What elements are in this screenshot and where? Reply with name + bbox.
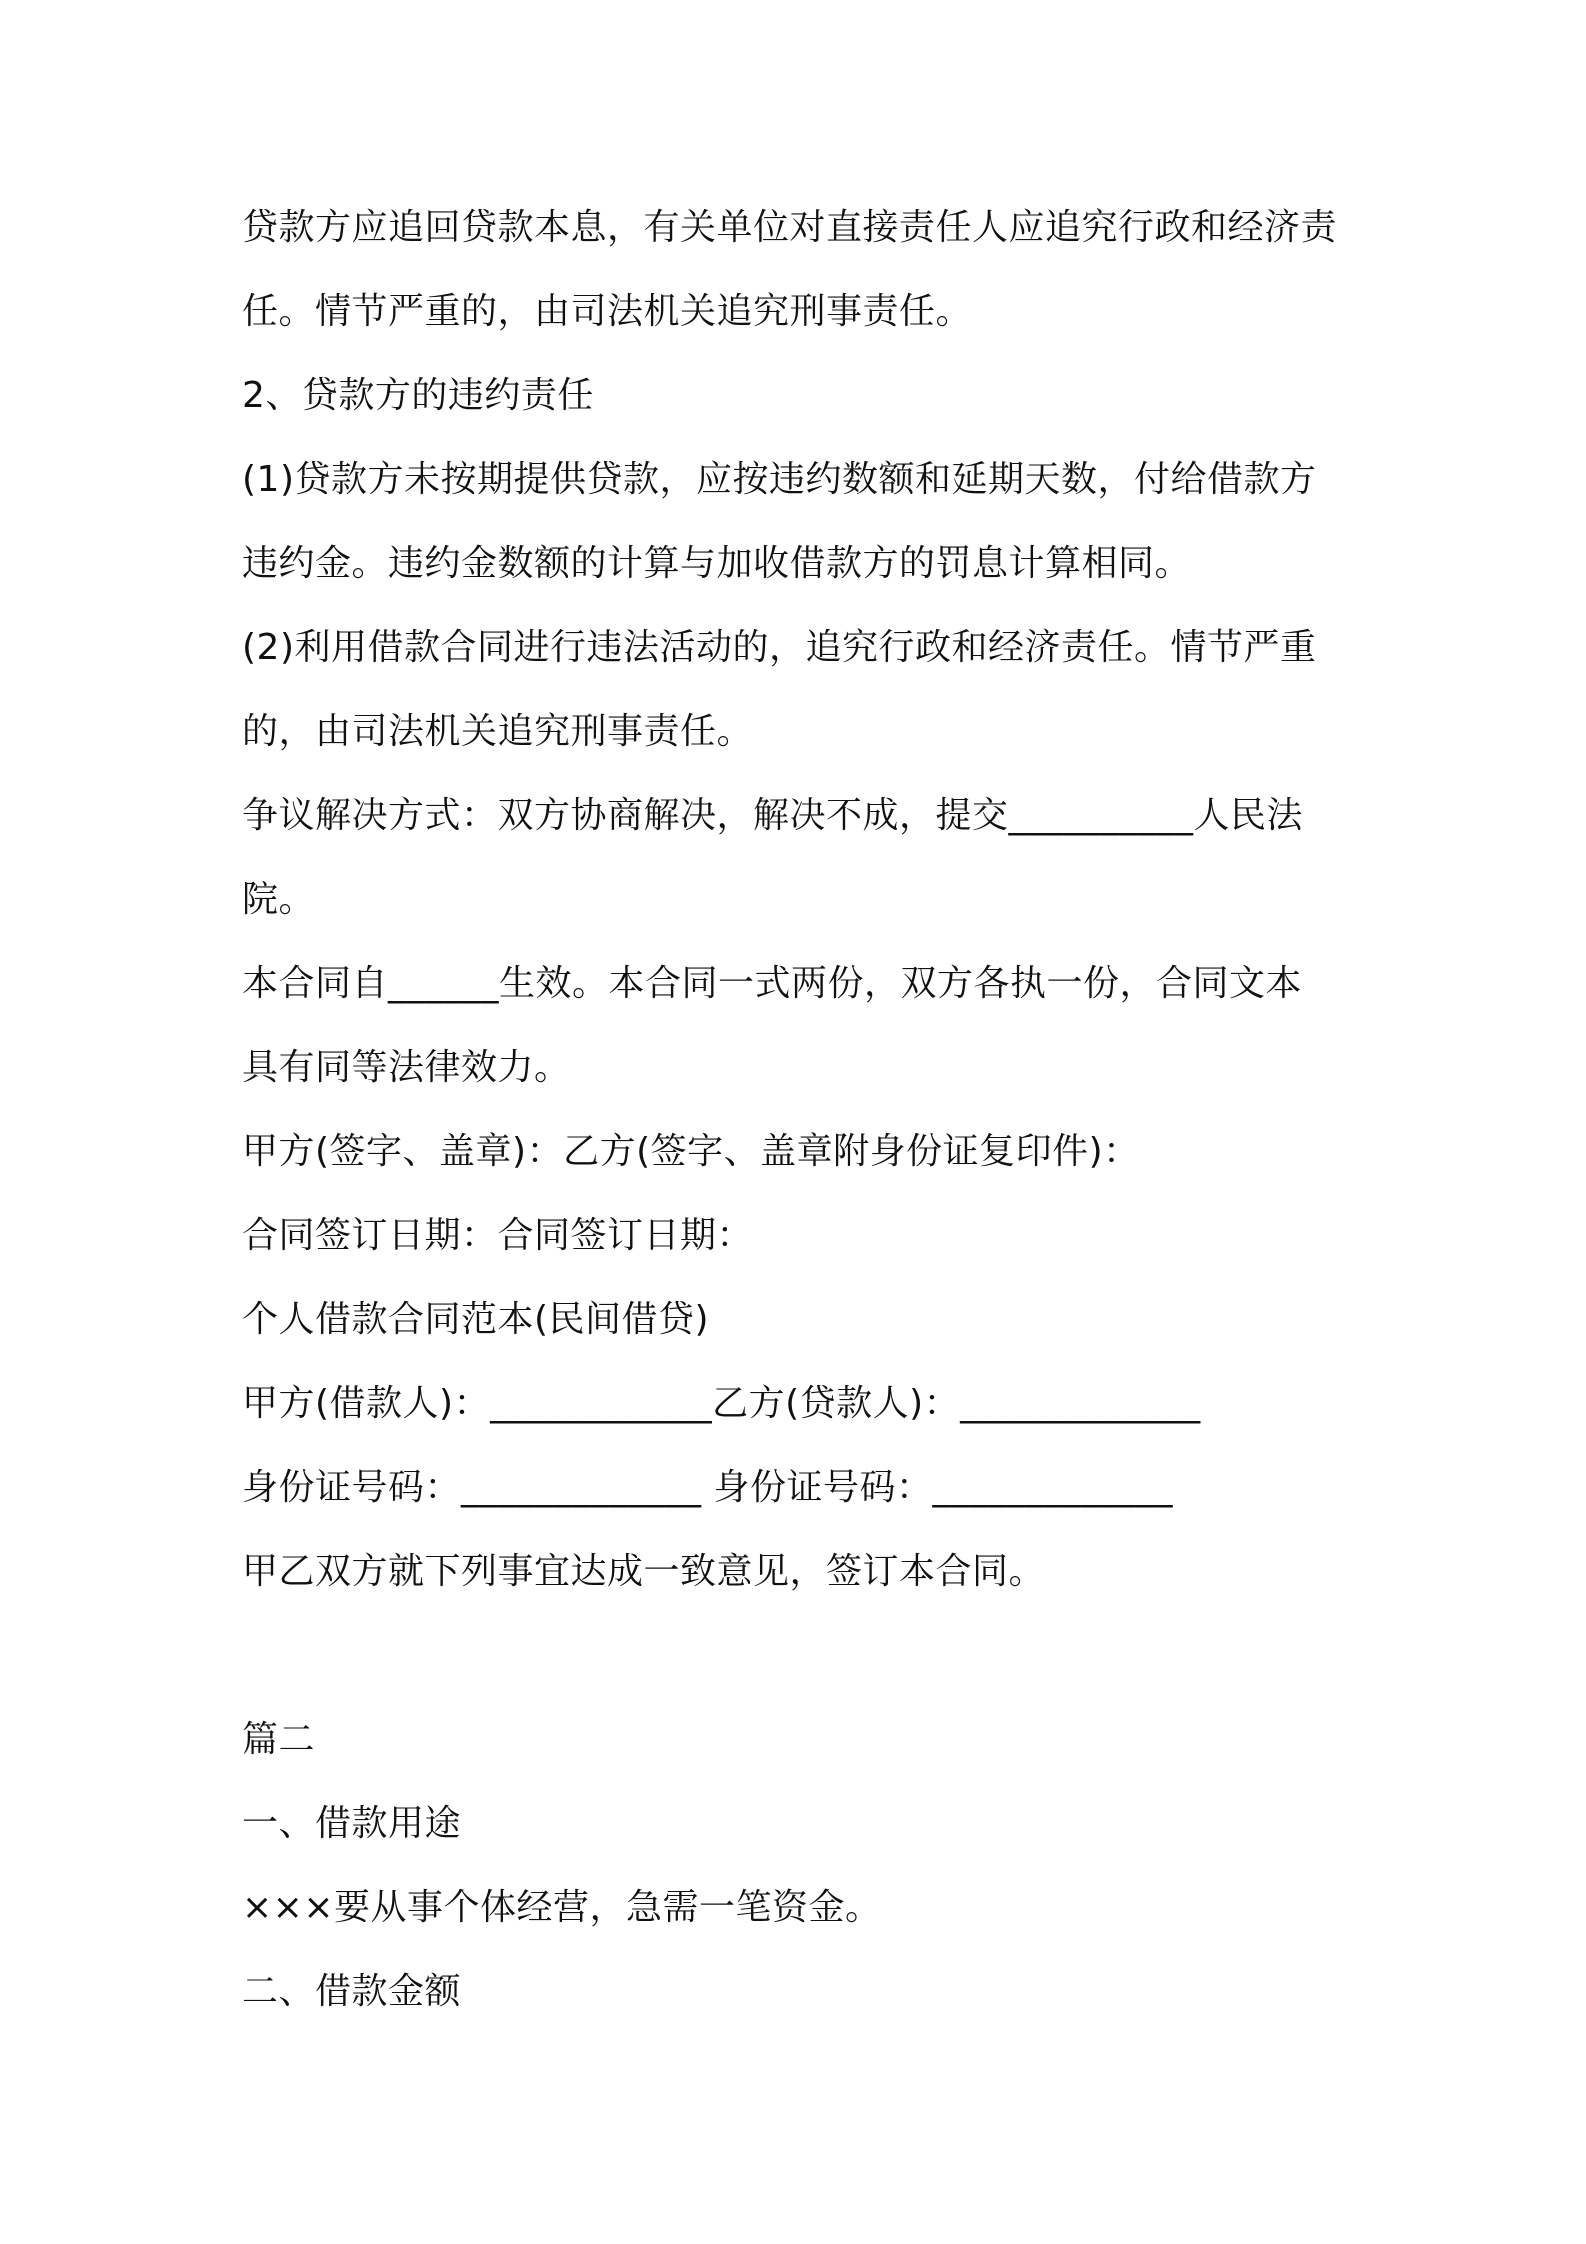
part-heading: 篇二	[242, 1719, 316, 1760]
paragraph-line: (2)利用借款合同进行违法活动的，追究行政和经济责任。情节严重	[242, 627, 1317, 668]
paragraph-line: 违约金。违约金数额的计算与加收借款方的罚息计算相同。	[242, 543, 1192, 584]
paragraph-line: 争议解决方式：双方协商解决，解决不成，提交__________人民法	[242, 795, 1304, 836]
paragraph-line: 本合同自______生效。本合同一式两份，双方各执一份，合同文本	[242, 963, 1303, 1004]
paragraph-line: (1)贷款方未按期提供贷款，应按违约数额和延期天数，付给借款方	[242, 459, 1317, 500]
paragraph-line: ×××要从事个体经营，急需一笔资金。	[242, 1887, 882, 1928]
parties-line: 甲方(借款人)：____________乙方(贷款人)：_____________	[242, 1383, 1201, 1424]
section-heading: 一、借款用途	[242, 1803, 462, 1844]
date-line: 合同签订日期：合同签订日期：	[242, 1215, 754, 1256]
paragraph-line: 任。情节严重的，由司法机关追究刑事责任。	[242, 291, 973, 332]
paragraph-line: 院。	[242, 879, 316, 920]
paragraph-line: 甲乙双方就下列事宜达成一致意见，签订本合同。	[242, 1551, 1046, 1592]
id-number-line: 身份证号码：_____________ 身份证号码：_____________	[242, 1467, 1173, 1508]
contract-title: 个人借款合同范本(民间借贷)	[242, 1299, 710, 1340]
section-heading: 2、贷款方的违约责任	[242, 375, 594, 416]
paragraph-line: 的，由司法机关追究刑事责任。	[242, 711, 754, 752]
paragraph-line: 具有同等法律效力。	[242, 1047, 571, 1088]
paragraph-line: 贷款方应追回贷款本息，有关单位对直接责任人应追究行政和经济责	[242, 207, 1338, 248]
signature-line: 甲方(签字、盖章)：乙方(签字、盖章附身份证复印件)：	[242, 1131, 1140, 1172]
section-heading: 二、借款金额	[242, 1971, 462, 2012]
